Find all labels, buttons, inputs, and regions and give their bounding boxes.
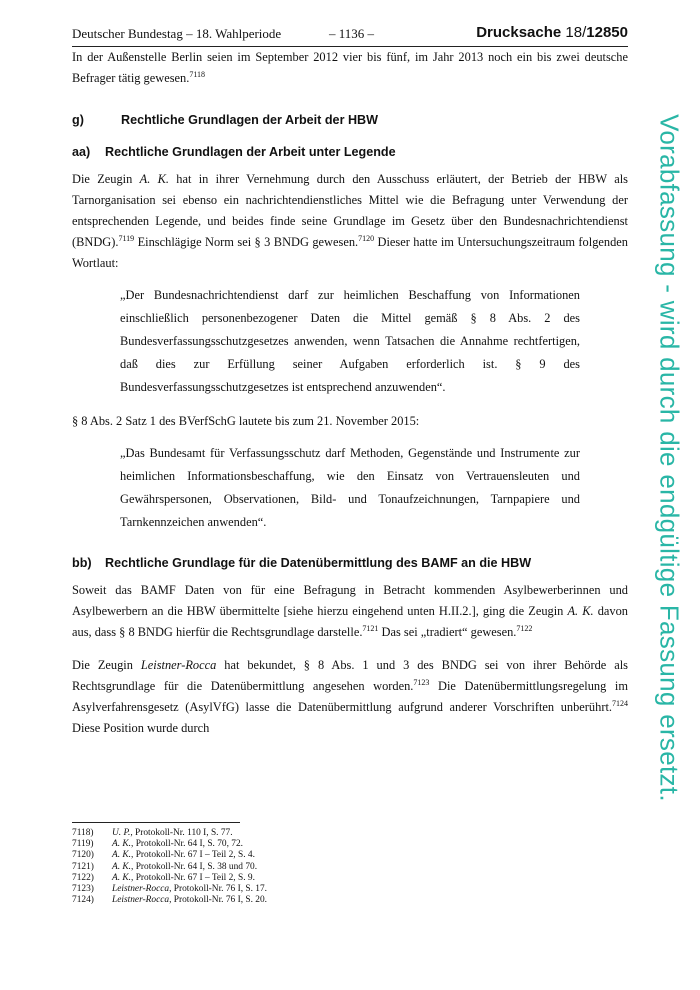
section-title: Rechtliche Grundlagen der Arbeit unter Legende xyxy=(105,145,396,159)
page-header xyxy=(72,24,628,47)
doc-label: Drucksache xyxy=(476,24,562,41)
footnote-ref[interactable]: 7119 xyxy=(118,234,135,243)
text-run: Soweit das BAMF Daten von für eine Befragung in Betracht kommenden Asylbewerberinnen und Asylbewerbern an die HBW übermittelte [siehe hierzu eingehend unten H.II.2.], ging die Zeugin xyxy=(72,583,628,618)
footnote-item xyxy=(72,884,267,895)
footnote-separator xyxy=(72,822,240,823)
text-run: hat in ihrer Vernehmung durch den Ausschuss erläutert, der Betrieb der HBW als Tarnorganisation sei ebenso ein nachrichtendienstliches Mittel wie die Befragung unter Verwendung der entsprechenden Legende, und beides finde seine Grundlage im Gesetz über den Bundesnachrichtendienst (BNDG). xyxy=(72,172,628,249)
text-run: Einschlägige Norm sei § 3 BNDG gewesen. xyxy=(134,235,359,249)
footnote-number: 7121) xyxy=(72,861,94,872)
footnote-ref[interactable]: 7122 xyxy=(516,624,533,633)
footnote-witness: A. K. xyxy=(112,872,132,883)
footnotes xyxy=(72,828,267,906)
footnote-number: 7122) xyxy=(72,872,94,883)
section-heading-aa xyxy=(72,145,628,159)
text-run: Dieser hatte im Untersuchungszeitraum folgenden Wortlaut: xyxy=(72,235,628,270)
section-title: Rechtliche Grundlagen der Arbeit der HBW xyxy=(121,113,379,127)
footnote-item xyxy=(72,873,267,884)
footnote-number: 7118) xyxy=(72,828,94,838)
footnote-source: , Protokoll-Nr. 64 I, S. 38 und 70. xyxy=(131,861,258,872)
footnote-witness: Leistner-Rocca xyxy=(112,895,170,906)
paragraph-3 xyxy=(72,580,628,643)
paragraph-1 xyxy=(72,169,628,274)
text-run: Diese Position wurde durch xyxy=(72,721,210,735)
text-run: Die Zeugin xyxy=(72,172,140,186)
quote-bverfschg: „Das Bundesamt für Verfassungsschutz darf Methoden, Gegenstände und Instrumente zur heimlichen Informationsbeschaffung, wie den Einsatz von Vertrauensleuten und Gewährspersonen, Observationen, Bild- und Tonaufzeichnungen, Tarnpapiere und Tarnkennzeichen anwenden“. xyxy=(120,446,580,529)
text-run: hat bekundet, § 8 Abs. 1 und 3 des BNDG sei von ihrer Behörde als Rechtsgrundlage für die Datenübermittlung angesehen worden. xyxy=(72,658,628,693)
footnote-ref[interactable]: 7120 xyxy=(358,234,375,243)
section-title: Rechtliche Grundlage für die Datenübermittlung des BAMF an die HBW xyxy=(105,556,532,570)
footnote-source: , Protokoll-Nr. 76 I, S. 17. xyxy=(169,884,268,895)
footnote-item xyxy=(72,850,267,861)
footnote-witness: A. K. xyxy=(112,850,132,861)
footnote-number: 7119) xyxy=(72,839,94,850)
paragraph-4 xyxy=(72,655,628,739)
paragraph-2: § 8 Abs. 2 Satz 1 des BVerfSchG lautete bis zum 21. November 2015: xyxy=(72,414,420,428)
footnote-ref[interactable]: 7123 xyxy=(413,678,430,687)
witness-name: A. K. xyxy=(567,604,594,618)
doc-num-prefix: 18/ xyxy=(565,24,587,41)
text-run: Die Datenübermittlungsregelung im Asylverfahrensgesetz (AsylVfG) lasse die Datenübermittlung aufgrund anderer Vorschriften unberührt. xyxy=(72,679,629,714)
footnote-item xyxy=(72,895,267,906)
header-page-number: – 1136 – xyxy=(329,26,375,41)
text-run: Das sei „tradiert“ gewesen. xyxy=(378,625,517,639)
footnote-source: , Protokoll-Nr. 76 I, S. 20. xyxy=(169,895,268,906)
section-number: aa) xyxy=(72,145,91,159)
footnote-number: 7123) xyxy=(72,884,94,895)
witness-name: Leistner-Rocca xyxy=(140,658,217,672)
footnote-item xyxy=(72,828,267,839)
footnote-item xyxy=(72,839,267,850)
footnote-source: , Protokoll-Nr. 64 I, S. 70, 72. xyxy=(131,839,243,850)
intro-paragraph xyxy=(72,47,628,89)
footnote-ref[interactable]: 7124 xyxy=(612,699,628,708)
header-parliament: Deutscher Bundestag – 18. Wahlperiode xyxy=(72,26,282,41)
footnote-ref[interactable]: 7118 xyxy=(189,70,206,79)
footnote-source: , Protokoll-Nr. 67 I – Teil 2, S. 4. xyxy=(131,850,255,861)
header-document-number xyxy=(476,24,628,41)
footnote-item xyxy=(72,862,267,873)
section-heading-bb xyxy=(72,556,628,570)
footnote-source: , Protokoll-Nr. 67 I – Teil 2, S. 9. xyxy=(131,872,255,883)
footnote-witness: A. K. xyxy=(112,839,132,850)
intro-text: In der Außenstelle Berlin seien im September 2012 vier bis fünf, im Jahr 2013 noch ein bis zwei deutsche Befrager tätig gewesen. xyxy=(72,50,628,85)
footnote-number: 7124) xyxy=(72,895,94,906)
preliminary-version-watermark: Vorabfassung - wird durch die endgültige Fassung ersetzt. xyxy=(654,114,685,802)
quote-bndg: „Der Bundesnachrichtendienst darf zur heimlichen Beschaffung von Informationen einschließlich personenbezogener Daten die Mittel gemäß § 8 Abs. 2 des Bundesverfassungsschutzgesetzes anwenden, wenn Tatsachen die Annahme rechtfertigen, daß dies zur Erfüllung seiner Aufgaben erforderlich ist. § 9 des Bundesverfassungsschutzgesetzes ist entsprechend anzuwenden“. xyxy=(120,288,580,394)
section-heading-g xyxy=(72,113,628,127)
text-run: davon aus, dass § 8 BNDG hierfür die Rechtsgrundlage darstelle. xyxy=(72,604,628,639)
page-body xyxy=(72,47,628,739)
footnote-number: 7120) xyxy=(72,850,94,861)
section-number: g) xyxy=(72,113,84,127)
footnote-ref[interactable]: 7121 xyxy=(362,624,379,633)
footnote-witness: U. P. xyxy=(112,828,131,838)
footnote-witness: A. K. xyxy=(112,861,132,872)
footnote-witness: Leistner-Rocca xyxy=(112,884,170,895)
section-number: bb) xyxy=(72,556,92,570)
witness-name: A. K. xyxy=(139,172,169,186)
footnote-source: , Protokoll-Nr. 110 I, S. 77. xyxy=(130,828,233,838)
doc-num-main: 12850 xyxy=(586,24,628,41)
text-run: Die Zeugin xyxy=(72,658,141,672)
